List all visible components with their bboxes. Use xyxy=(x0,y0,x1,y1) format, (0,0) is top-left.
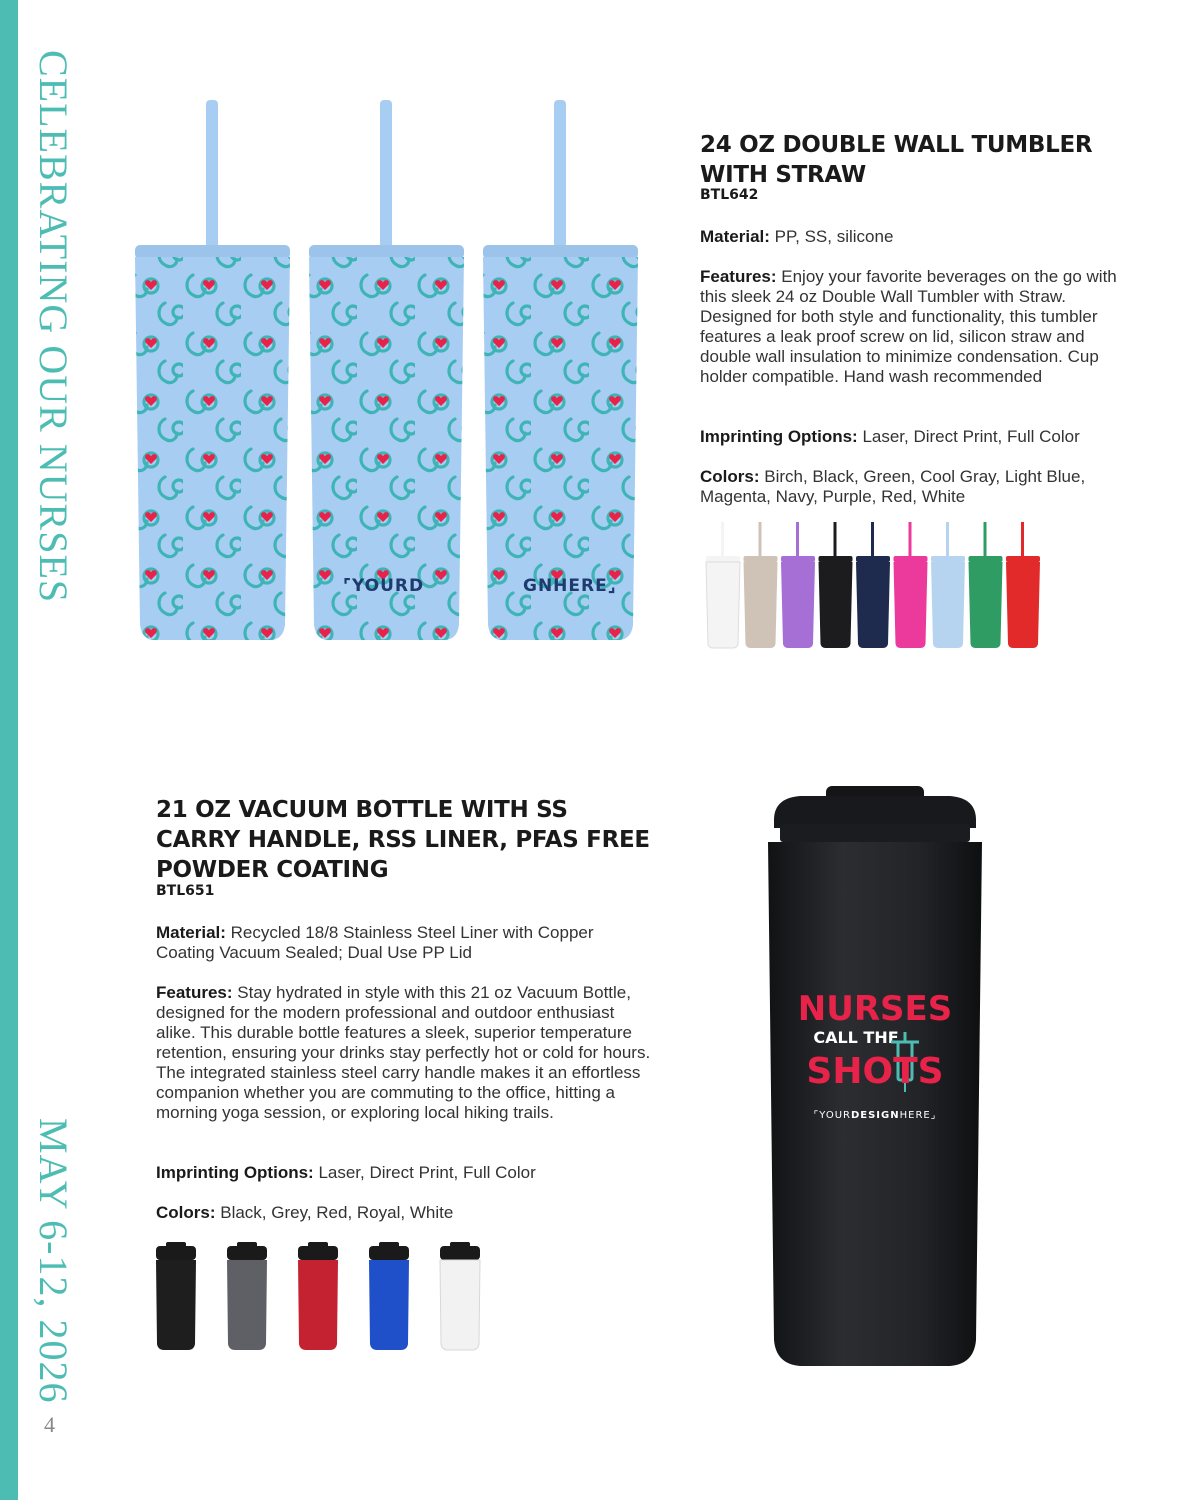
colors-spec xyxy=(700,467,1130,507)
swatch-straw xyxy=(721,522,724,560)
swatch-lid xyxy=(781,556,815,562)
material-spec xyxy=(156,923,656,963)
features-value: Enjoy your favorite beverages on the go with this sleek 24 oz Double Wall Tumbler with Straw. Designed for both style and functionality, this tumbler features a leak proof screw on lid, silicon straw and double wall insulation to minimize condensation. Cup holder compatible. Hand wash recommended xyxy=(700,267,1117,386)
tumbler-2 xyxy=(309,100,464,640)
tumbler-swatch xyxy=(931,522,965,648)
swatch-body xyxy=(819,562,853,648)
tumbler-swatch xyxy=(706,522,740,648)
tumbler-lid xyxy=(483,245,638,259)
colors-spec xyxy=(156,1203,656,1223)
swatch-body xyxy=(1006,562,1040,648)
tumbler-swatch xyxy=(781,522,815,648)
product-sku: BTL651 xyxy=(156,883,215,899)
product-sku: BTL642 xyxy=(700,187,759,203)
material-label: Material: xyxy=(156,923,226,942)
vacuum-bottle-image xyxy=(760,780,990,1370)
bottle-swatch xyxy=(298,1242,338,1350)
material-label: Material: xyxy=(700,227,770,246)
features-value: Stay hydrated in style with this 21 oz Vacuum Bottle, designed for the modern professional and outdoor enthusiast alike. This durable bottle features a sleek, superior temperature retention, ensuring your drinks stay perfectly hot or cold for hours. The integrated stainless steel carry handle makes it an effortless companion whether you are commuting to the office, hitting a morning yoga session, or exploring local hiking trails. xyxy=(156,983,651,1122)
colors-label: Colors: xyxy=(156,1203,216,1222)
colors-label: Colors: xyxy=(700,467,760,486)
tumbler-imprint-right: GNHERE⌟ xyxy=(523,576,617,596)
tumbler-swatch xyxy=(819,522,853,648)
tumbler-swatch xyxy=(969,522,1003,648)
swatch-body xyxy=(931,562,965,648)
swatch-straw xyxy=(1021,522,1024,560)
material-value: PP, SS, silicone xyxy=(774,227,894,246)
tumbler-lid xyxy=(309,245,464,259)
product-title: 21 OZ VACUUM BOTTLE WITH SS CARRY HANDLE, RSS LINER, PFAS FREE POWDER COATING xyxy=(156,797,650,883)
straw xyxy=(554,100,566,252)
material-spec xyxy=(700,227,1130,247)
swatch-straw xyxy=(946,522,949,560)
colors-value: Black, Grey, Red, Royal, White xyxy=(220,1203,454,1222)
tumbler-product-image xyxy=(125,95,645,655)
swatch-lid xyxy=(744,556,778,562)
tumbler-swatch xyxy=(1006,522,1040,648)
swatch-body xyxy=(298,1260,338,1350)
event-title: CELEBRATING OUR NURSES xyxy=(31,50,76,604)
bottle-body xyxy=(768,842,982,1366)
imprint-value: Laser, Direct Print, Full Color xyxy=(862,427,1080,446)
graphic-call-the: CALL THE xyxy=(813,1028,899,1047)
swatch-body xyxy=(156,1260,196,1350)
features-label: Features: xyxy=(156,983,233,1002)
swatch-body xyxy=(894,562,928,648)
swatch-body xyxy=(744,562,778,648)
swatch-lid xyxy=(856,556,890,562)
graphic-shots: SHOTS xyxy=(806,1051,944,1092)
swatch-lid xyxy=(969,556,1003,562)
imprint-suffix: HERE xyxy=(899,1110,931,1121)
tumbler-pattern xyxy=(135,257,290,640)
swatch-straw xyxy=(909,522,912,560)
swatch-straw xyxy=(759,522,762,560)
imprint-value: Laser, Direct Print, Full Color xyxy=(318,1163,536,1182)
features-spec xyxy=(700,267,1125,387)
page-number: 4 xyxy=(44,1412,55,1437)
swatch-body xyxy=(369,1260,409,1350)
bottle-swatch xyxy=(369,1242,409,1350)
event-dates: MAY 6-12, 2026 xyxy=(31,1118,76,1404)
swatch-straw xyxy=(871,522,874,560)
tumbler-3 xyxy=(483,100,638,640)
graphic-nurses: NURSES xyxy=(797,989,953,1029)
tumbler-1 xyxy=(135,100,290,640)
imprint-prefix: YOUR xyxy=(819,1110,851,1121)
tumbler-swatch xyxy=(744,522,778,648)
features-spec xyxy=(156,983,656,1123)
straw xyxy=(206,100,218,252)
tumbler-color-swatches xyxy=(700,520,1050,655)
swatch-body xyxy=(706,562,740,648)
swatch-lid xyxy=(156,1246,196,1260)
imprint-spec xyxy=(700,427,1130,447)
swatch-lid xyxy=(894,556,928,562)
product-title: 24 OZ DOUBLE WALL TUMBLER WITH STRAW xyxy=(700,132,1093,188)
bottle-color-swatches xyxy=(150,1238,490,1358)
imprint-label: Imprinting Options: xyxy=(156,1163,314,1182)
tumbler-swatch xyxy=(894,522,928,648)
imprint-bold: DESIGN xyxy=(850,1110,900,1121)
swatch-lid xyxy=(706,556,740,562)
imprint-spec xyxy=(156,1163,656,1183)
swatch-lid xyxy=(1006,556,1040,562)
swatch-body xyxy=(781,562,815,648)
tumbler-imprint-left: ⌜YOURD xyxy=(343,576,425,596)
swatch-body xyxy=(227,1260,267,1350)
swatch-lid xyxy=(298,1246,338,1260)
swatch-lid xyxy=(227,1246,267,1260)
bottle-imprint-label: ⌜YOURDESIGNHERE⌟ xyxy=(813,1110,937,1121)
swatch-body xyxy=(969,562,1003,648)
tumbler-swatch xyxy=(856,522,890,648)
swatch-straw xyxy=(984,522,987,560)
bottle-swatch xyxy=(440,1242,480,1350)
straw xyxy=(380,100,392,252)
tumbler-lid xyxy=(135,245,290,259)
bottle-swatch xyxy=(227,1242,267,1350)
swatch-lid xyxy=(819,556,853,562)
sidebar-accent-bar xyxy=(0,0,18,1500)
bottle-swatch xyxy=(156,1242,196,1350)
bottle-lid xyxy=(774,786,976,842)
colors-value: Birch, Black, Green, Cool Gray, Light Blue, Magenta, Navy, Purple, Red, White xyxy=(700,467,1086,506)
swatch-lid xyxy=(931,556,965,562)
swatch-body xyxy=(440,1260,480,1350)
swatch-straw xyxy=(834,522,837,560)
material-value: Recycled 18/8 Stainless Steel Liner with Copper Coating Vacuum Sealed; Dual Use PP Lid xyxy=(156,923,594,962)
swatch-straw xyxy=(796,522,799,560)
swatch-lid xyxy=(440,1246,480,1260)
features-label: Features: xyxy=(700,267,777,286)
swatch-lid xyxy=(369,1246,409,1260)
swatch-body xyxy=(856,562,890,648)
imprint-label: Imprinting Options: xyxy=(700,427,858,446)
